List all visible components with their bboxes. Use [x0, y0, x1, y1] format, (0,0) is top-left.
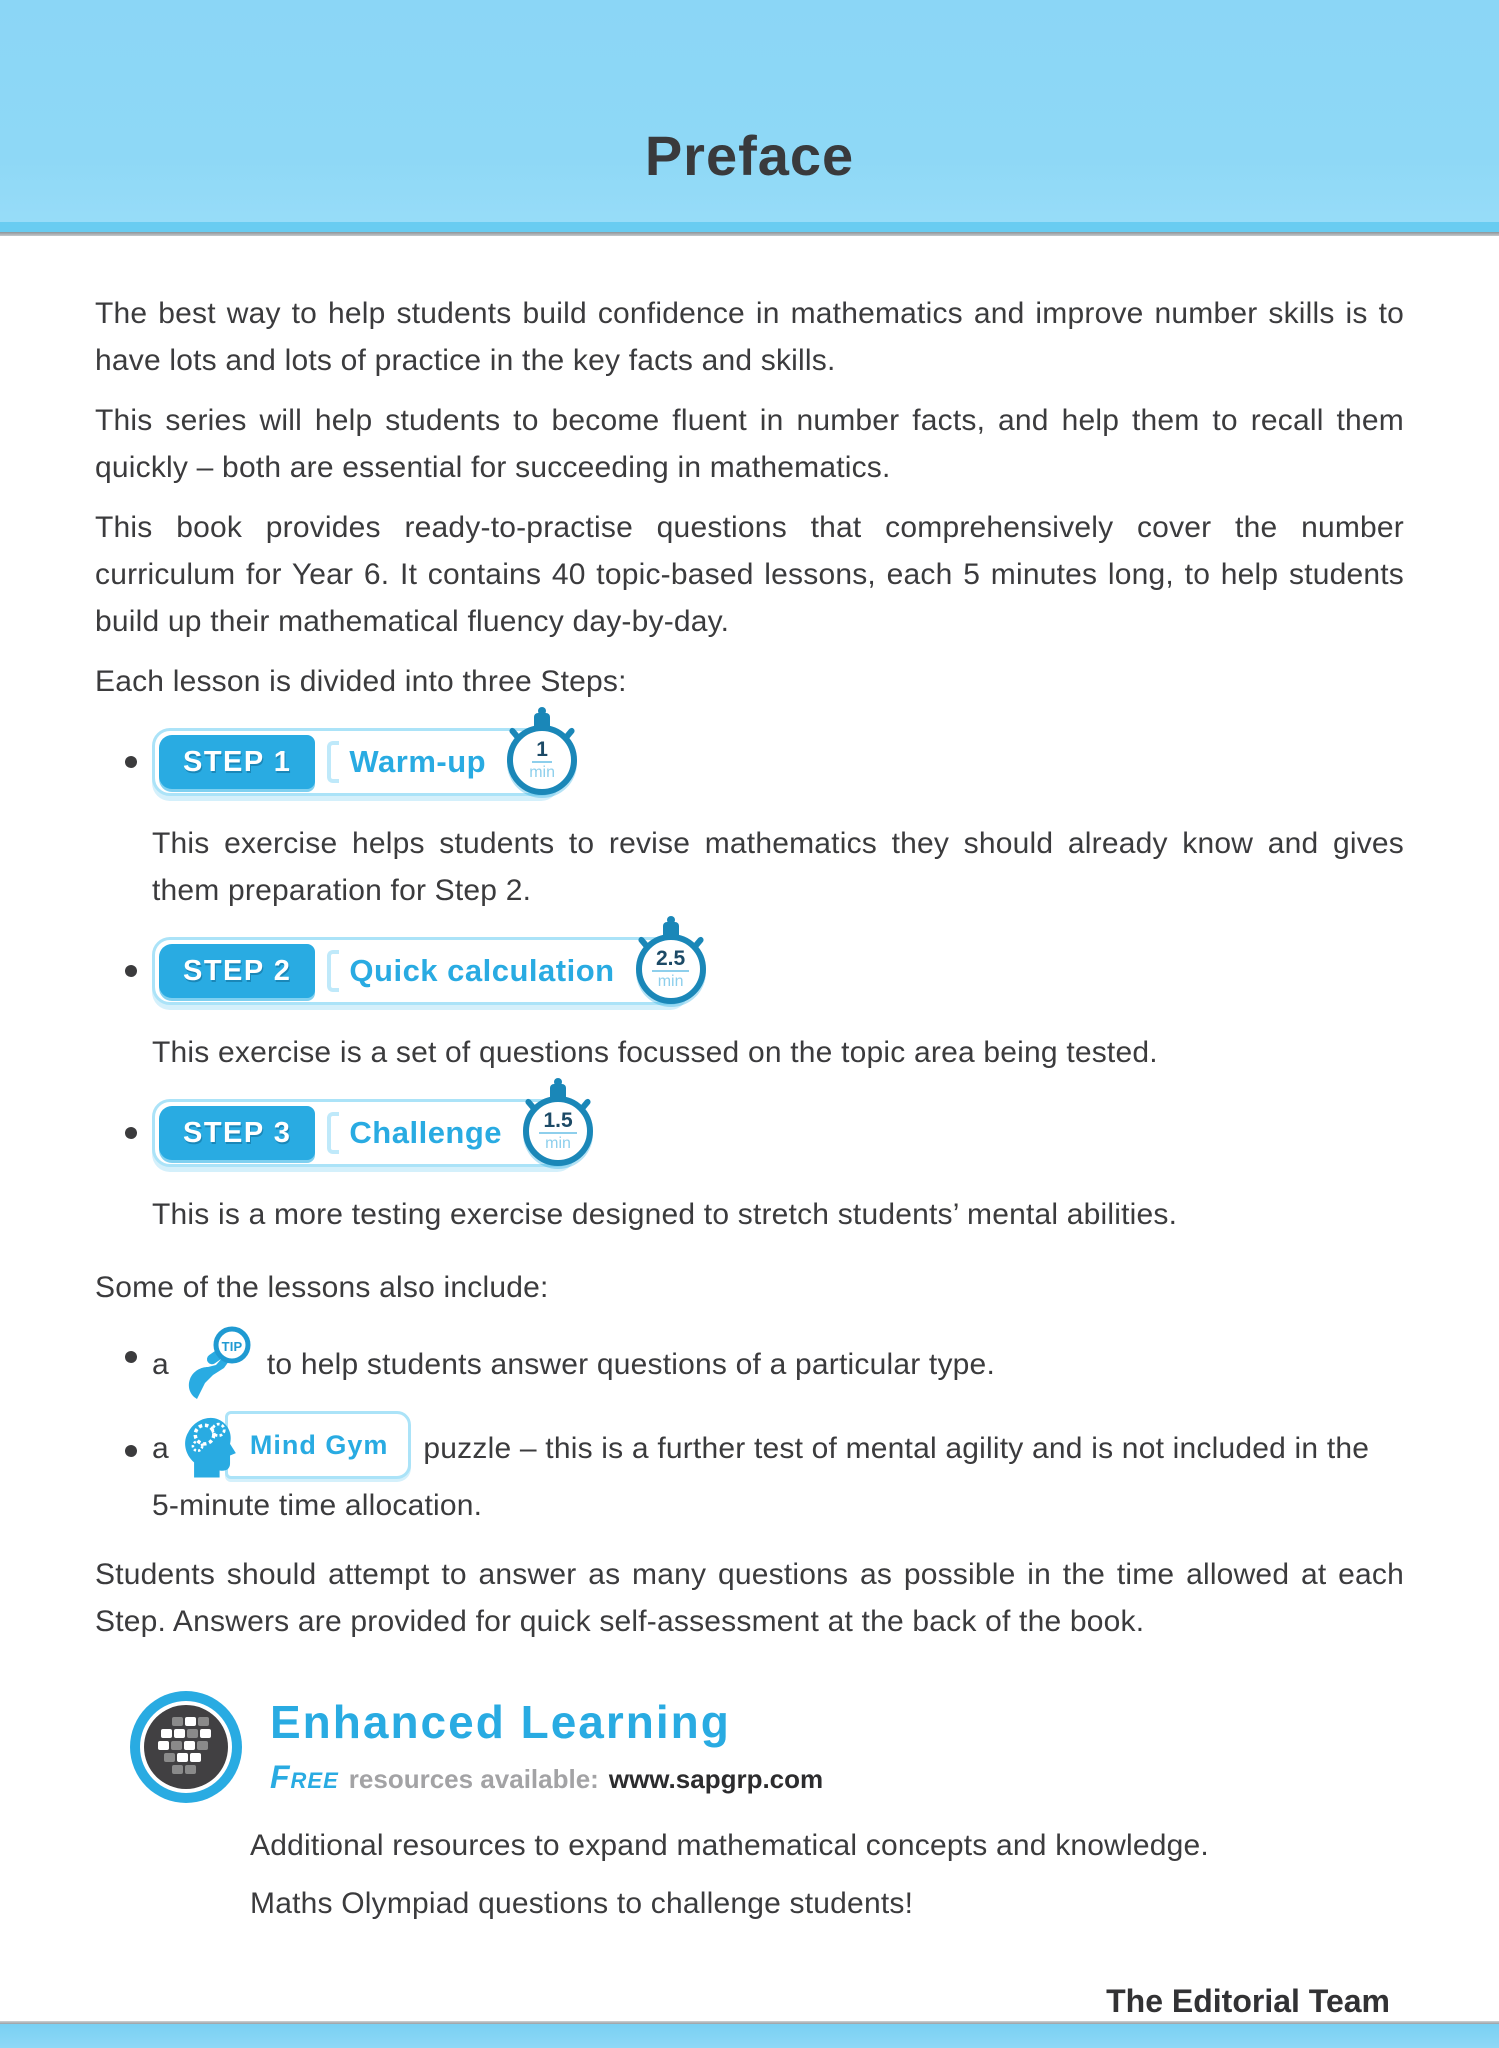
editorial-team-signature: The Editorial Team	[1106, 1983, 1390, 2019]
step1-row	[125, 718, 1404, 806]
mind-gym-badge	[179, 1409, 412, 1481]
stopwatch-face	[636, 934, 706, 1004]
free-word: Free	[270, 1759, 339, 1795]
page-title: Preface	[644, 124, 855, 187]
tip-bullet-content	[152, 1325, 995, 1405]
mind-gym-label: Mind Gym	[225, 1411, 412, 1479]
stopwatch-unit: min	[545, 1134, 571, 1152]
stopwatch-unit: min	[657, 972, 684, 990]
tip-prefix: a	[152, 1348, 169, 1381]
intro-paragraph-3: This book provides ready-to-practise questions that comprehensively cover the number curriculum for Year 6. It contains 40 topic-based lessons, each 5 minutes long, to help students build up their mathematical fluency day-by-day.	[95, 511, 1404, 638]
enhanced-learning-subtitle	[270, 1759, 823, 1796]
stopwatch-unit: min	[529, 763, 555, 781]
header-edge-strip	[0, 222, 1499, 232]
step2-row	[125, 927, 1404, 1015]
stopwatch-minutes: 1.5	[539, 1110, 576, 1134]
stopwatch-face	[507, 725, 577, 795]
step-bracket-icon	[327, 741, 339, 783]
intro-paragraph-1: The best way to help students build confidence in mathematics and improve number skills is to have lots and lots of practice in the key facts and skills.	[95, 297, 1404, 377]
mind-gym-prefix: a	[152, 1431, 169, 1465]
step3-name: Challenge	[349, 1115, 503, 1150]
page-footer	[0, 2021, 1499, 2048]
bullet-icon	[125, 1445, 137, 1457]
tip-bullet-row	[125, 1325, 1404, 1405]
mind-gym-head-icon	[179, 1410, 237, 1480]
step1-label: STEP 1	[159, 735, 315, 789]
header-shadow-line	[0, 232, 1499, 236]
page-header	[0, 0, 1499, 236]
extras-heading: Some of the lessons also include:	[95, 1271, 549, 1304]
mind-gym-bullet-row	[125, 1419, 1404, 1531]
resources-available-text: resources available:	[348, 1764, 599, 1794]
stopwatch-icon	[506, 711, 578, 807]
enhanced-learning-texts	[270, 1695, 823, 1796]
step-bracket-icon	[327, 950, 339, 992]
stopwatch-minutes: 2.5	[652, 948, 689, 972]
step2-name: Quick calculation	[349, 953, 615, 988]
svg-text:TIP: TIP	[221, 1339, 243, 1354]
tip-pointing-hand-icon	[183, 1325, 257, 1405]
enhanced-learning-title: Enhanced Learning	[270, 1696, 731, 1748]
step-bracket-icon	[327, 1112, 339, 1154]
bullet-icon	[125, 756, 137, 768]
step3-row	[125, 1089, 1404, 1177]
step1-badge	[152, 728, 559, 796]
enhanced-learning-block	[128, 1689, 1404, 1805]
step3-badge	[152, 1099, 575, 1167]
step3-label: STEP 3	[159, 1106, 315, 1160]
footer-blue-band	[0, 2024, 1499, 2048]
mind-gym-bullet-content	[152, 1419, 1404, 1531]
stopwatch-face	[523, 1096, 593, 1166]
mind-gym-text: puzzle – this is a further test of mental agility and is not included in the 5-minute time allocation.	[152, 1431, 1370, 1522]
stopwatch-minutes: 1	[532, 739, 552, 763]
enhanced-learning-logo-icon	[128, 1689, 244, 1805]
tip-text: to help students answer questions of a particular type.	[266, 1348, 995, 1381]
enhanced-learning-line1: Additional resources to expand mathematical concepts and knowledge.	[250, 1829, 1209, 1862]
step2-badge	[152, 937, 688, 1005]
step1-description: This exercise helps students to revise mathematics they should already know and gives them preparation for Step 2.	[152, 827, 1404, 907]
step2-description: This exercise is a set of questions focussed on the topic area being tested.	[152, 1036, 1158, 1069]
bullet-icon	[125, 965, 137, 977]
header-blue-band	[0, 0, 1499, 222]
step1-name: Warm-up	[349, 744, 487, 779]
closing-paragraph: Students should attempt to answer as many questions as possible in the time allowed at each Step. Answers are provided for quick self-assessment at the back of the book.	[95, 1558, 1404, 1638]
steps-intro: Each lesson is divided into three Steps:	[95, 665, 627, 698]
stopwatch-icon	[522, 1082, 594, 1178]
step2-label: STEP 2	[159, 944, 315, 998]
bullet-icon	[125, 1127, 137, 1139]
page-content	[0, 236, 1499, 2020]
step3-description: This is a more testing exercise designed to stretch students’ mental abilities.	[152, 1198, 1178, 1231]
enhanced-learning-line2: Maths Olympiad questions to challenge students!	[250, 1887, 914, 1920]
bullet-icon	[125, 1351, 137, 1363]
intro-paragraph-2: This series will help students to become fluent in number facts, and help them to recall them quickly – both are essential for succeeding in mathematics.	[95, 404, 1404, 484]
stopwatch-icon	[635, 920, 707, 1016]
website-url[interactable]: www.sapgrp.com	[608, 1764, 824, 1794]
